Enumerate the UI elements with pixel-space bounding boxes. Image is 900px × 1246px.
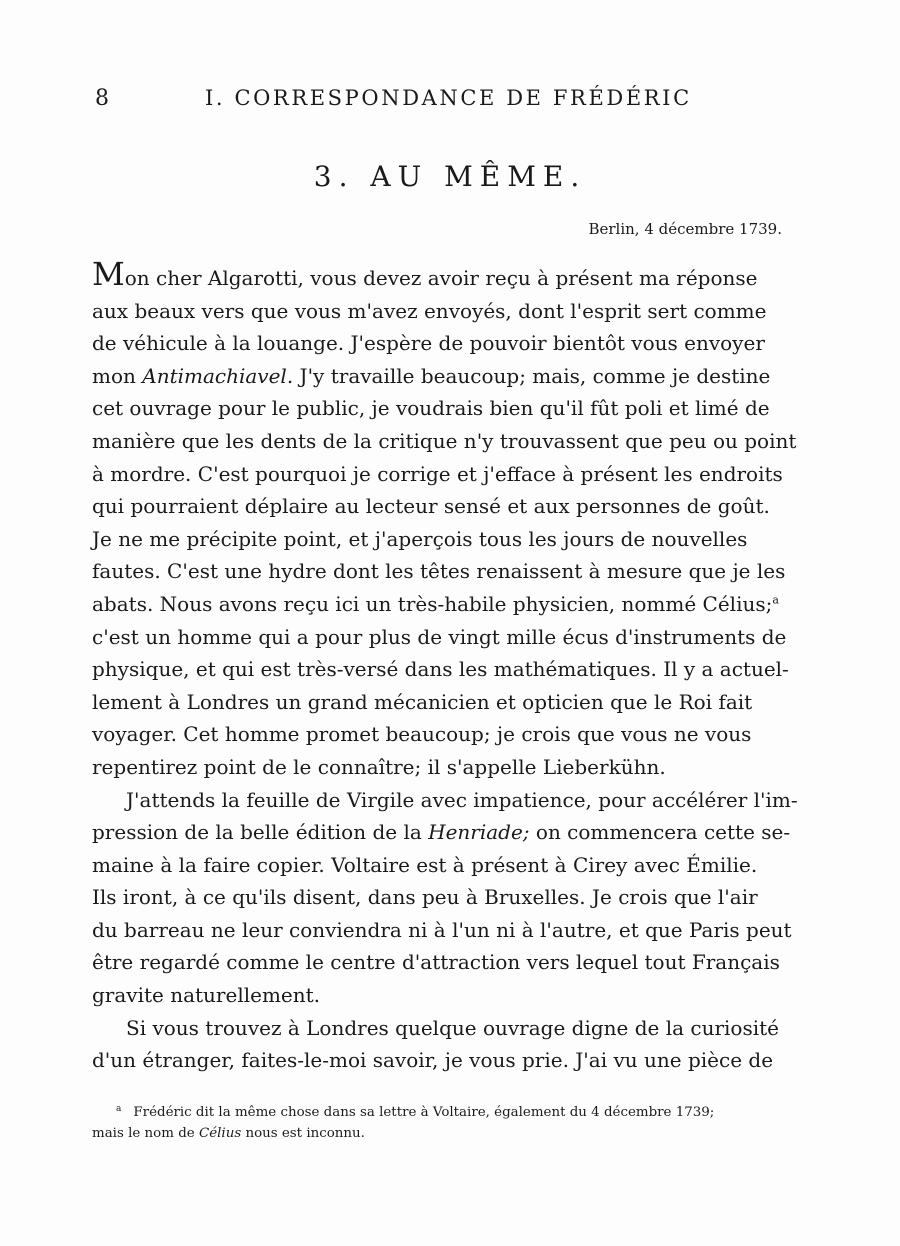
text-line: physique, et qui est très-versé dans les mathématiques. Il y a actuel- <box>92 657 789 682</box>
letter-title: 3. AU MÊME. <box>313 160 587 193</box>
footnote <box>92 1102 816 1144</box>
text-line: c'est un homme qui a pour plus de vingt mille écus d'instruments de <box>92 624 787 649</box>
text-line: fautes. C'est une hydre dont les têtes renaissent à mesure que je les <box>92 559 786 584</box>
text-line: Je ne me précipite point, et j'aperçois tous les jours de nouvelles <box>92 526 748 551</box>
text-line: mon Antimachiavel. J'y travaille beaucoup; mais, comme je destine <box>92 363 771 388</box>
text-line: lement à Londres un grand mécanicien et opticien que le Roi fait <box>92 689 753 714</box>
text-line: abats. Nous avons reçu ici un très-habile physicien, nommé Célius;$^a$ <box>92 591 779 616</box>
dateline: Berlin, 4 décembre 1739. <box>588 220 782 238</box>
italic-title: Antimachiavel. <box>142 363 294 388</box>
text-line: J'attends la feuille de Virgile avec impatience, pour accélérer l'im- <box>126 787 798 812</box>
text-line: Si vous trouvez à Londres quelque ouvrage digne de la curiosité <box>126 1015 780 1040</box>
page-number: 8 <box>95 86 109 111</box>
footnote-line: mais le nom de Célius nous est inconnu. <box>92 1126 365 1141</box>
text-line: du barreau ne leur conviendra ni à l'un ni à l'autre, et que Paris peut <box>92 917 792 942</box>
letter-body <box>92 255 816 1077</box>
text-line: Ils iront, à ce qu'ils disent, dans peu à Bruxelles. Je crois que l'air <box>92 885 758 910</box>
text-line: qui pourraient déplaire au lecteur sensé et aux personnes de goût. <box>92 494 770 519</box>
text-line: maine à la faire copier. Voltaire est à présent à Cirey avec Émilie. <box>92 852 758 877</box>
footnote-line: $^a$ Frédéric dit la même chose dans sa lettre à Voltaire, également du 4 décembre 1739; <box>92 1102 816 1123</box>
drop-cap: M <box>92 255 125 293</box>
text-line: aux beaux vers que vous m'avez envoyés, dont l'esprit sert comme <box>92 298 767 323</box>
text-line: être regardé comme le centre d'attraction vers lequel tout Français <box>92 950 780 975</box>
italic-name: Célius <box>198 1126 242 1141</box>
text-line: voyager. Cet homme promet beaucoup; je crois que vous ne vous <box>92 722 752 747</box>
text-line: de véhicule à la louange. J'espère de pouvoir bientôt vous envoyer <box>92 331 765 356</box>
text-line: d'un étranger, faites-le-moi savoir, je vous prie. J'ai vu une pièce de <box>92 1048 774 1073</box>
footnote-reference: a <box>772 593 779 607</box>
page-header <box>0 86 900 116</box>
text-line: à mordre. C'est pourquoi je corrige et j'efface à présent les endroits <box>92 461 783 486</box>
running-head: I. CORRESPONDANCE DE FRÉDÉRIC <box>205 86 692 110</box>
text-line: repentirez point de le connaître; il s'appelle Lieberkühn. <box>92 754 666 779</box>
text-line: manière que les dents de la critique n'y trouvassent que peu ou point <box>92 428 797 453</box>
italic-title: Henriade; <box>428 820 530 845</box>
text-line: pression de la belle édition de la Henriade; on commencera cette se- <box>92 820 791 845</box>
text-line: Mon cher Algarotti, vous devez avoir reçu à présent ma réponse <box>92 255 758 293</box>
text-line: gravite naturellement. <box>92 983 321 1008</box>
text-line: cet ouvrage pour le public, je voudrais bien qu'il fût poli et limé de <box>92 396 770 421</box>
footnote-marker: a <box>116 1103 122 1114</box>
